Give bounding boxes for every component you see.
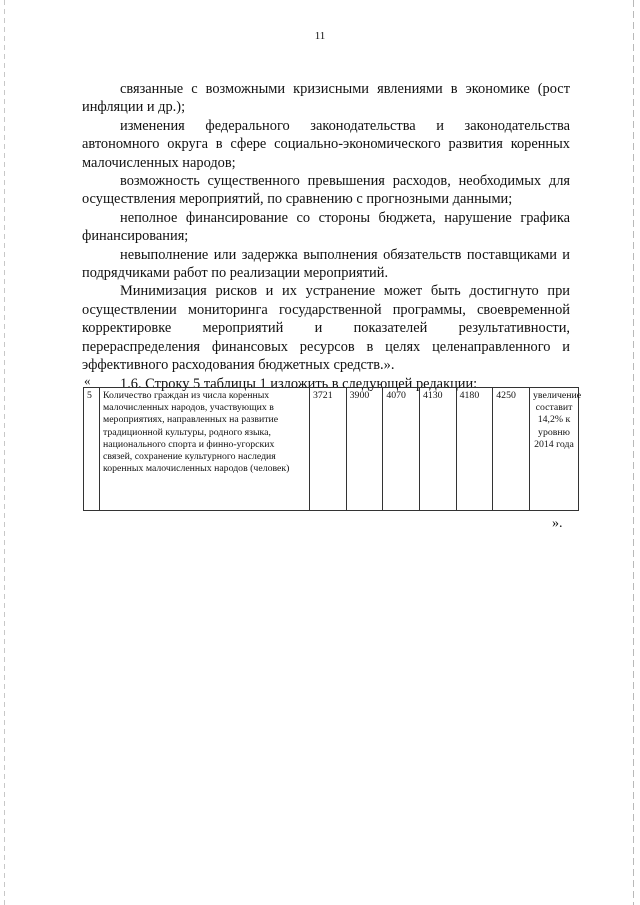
value-cell-3: 4070 (383, 388, 420, 511)
amendment-table (83, 387, 582, 511)
scan-edge-left (4, 0, 5, 905)
page-number: 11 (314, 30, 326, 42)
row-number: 5 (84, 388, 100, 511)
document-body (82, 80, 570, 393)
table-row (84, 388, 579, 511)
paragraph-risk-minimization: Минимизация рисков и их устранение может быть достигнуто при осуществлении мониторинга государственной программы, своевременной корректировке мероприятий и показателей результативности, перераспределения финансовых ресурсов в целях целенаправленного и эффективного расходования бюджетных средств.». (82, 283, 570, 374)
quote-open: « (84, 373, 91, 388)
paragraph-risk-suppliers: невыполнение или задержка выполнения обязательств поставщиками и подрядчиками работ по реализации мероприятий. (82, 246, 570, 282)
quote-close: ». (552, 516, 563, 531)
paragraph-risk-legislation: изменения федерального законодательства и законодательства автономного округа в сфере социально-экономического развития коренных малочисленных народов; (82, 117, 570, 171)
value-cell-6: 4250 (493, 388, 530, 511)
paragraph-amendment-1-6: 1.6. Строку 5 таблицы 1 изложить в следующей редакции: (120, 375, 478, 392)
paragraph-risk-expenses: возможность существенного превышения расходов, необходимых для осуществления мероприятий, по сравнению с прогнозными данными; (82, 173, 570, 208)
value-cell-1: 3721 (310, 388, 347, 511)
scan-edge-right (633, 0, 634, 905)
indicator-name: Количество граждан из числа коренных малочисленных народов, участвующих в мероприятиях, направленных на развитие традиционной культуры, родного языка, национального спорта и финно-угорских связей, сохранение культурного наследия коренных малочисленных народов (человек) (100, 388, 310, 511)
value-cell-5: 4180 (456, 388, 493, 511)
value-cell-2: 3900 (346, 388, 383, 511)
value-cell-4: 4130 (419, 388, 456, 511)
paragraph-risk-crisis: связанные с возможными кризисными явлениями в экономике (рост инфляции и др.); (82, 81, 570, 116)
paragraph-risk-funding: неполное финансирование со стороны бюджета, нарушение графика финансирования; (82, 209, 570, 245)
target-note: увеличение составит 14,2% к уровню 2014 года (530, 388, 579, 511)
